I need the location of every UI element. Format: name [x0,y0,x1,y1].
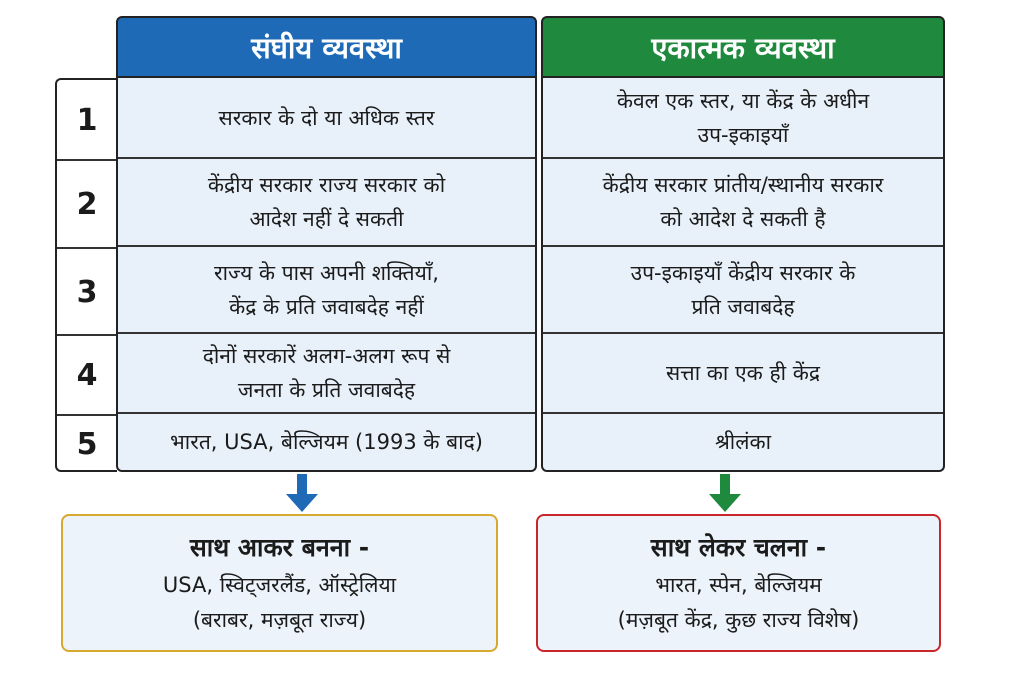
federal-cell-2 [118,159,535,245]
holding-together-note: (मज़बूत केंद्र, कुछ राज्य विशेष) [617,608,860,632]
row-number-1: 1 [76,102,98,138]
federal-cell-4 [118,334,535,412]
unitary-cell-5 [543,414,943,470]
unitary-header-title: एकात्मक व्यवस्था [651,30,835,65]
federal-cell-1 [118,78,535,158]
row-number-column [55,78,117,472]
row-number-3: 3 [76,274,98,310]
cell-line: राज्य के पास अपनी शक्तियाँ, [214,261,439,285]
cell-line: श्रीलंका [714,430,772,454]
cell-line: केंद्रीय सरकार प्रांतीय/स्थानीय सरकार [602,173,884,197]
cell-line: भारत, USA, बेल्जियम (1993 के बाद) [170,430,483,454]
unitary-cell-2 [543,159,943,245]
cell-line: दोनों सरकारें अलग-अलग रूप से [202,344,451,368]
cell-line: केंद्रीय सरकार राज्य सरकार को [207,173,446,197]
coming-together-title: साथ आकर बनना - [189,533,370,562]
federal-cell-5 [118,414,535,470]
cell-line: जनता के प्रति जवाबदेह [237,378,416,402]
row-number-4: 4 [76,357,98,393]
cell-line: उप-इकाइयाँ केंद्रीय सरकार के [630,261,856,285]
cell-line: केवल एक स्तर, या केंद्र के अधीन [616,89,870,113]
row-number-5: 5 [76,426,98,462]
coming-together-note: (बराबर, मज़बूत राज्य) [192,608,367,632]
cell-line: को आदेश दे सकती है [660,207,826,231]
unitary-header [541,16,945,78]
federal-header [116,16,537,78]
federal-header-title: संघीय व्यवस्था [251,30,402,65]
coming-together-examples: USA, स्विट्जरलैंड, ऑस्ट्रेलिया [162,573,397,597]
unitary-column [541,78,945,472]
federal-cell-3 [118,247,535,333]
arrow-down-icon [705,474,745,514]
arrow-down-icon [282,474,322,514]
unitary-cell-1 [543,78,943,158]
row-number-2: 2 [76,186,98,222]
cell-line: आदेश नहीं दे सकती [249,207,404,231]
holding-together-box [536,514,941,652]
cell-line: उप-इकाइयाँ [697,123,789,147]
unitary-cell-3 [543,247,943,333]
holding-together-examples: भारत, स्पेन, बेल्जियम [655,573,822,597]
federal-column [116,78,537,472]
cell-line: प्रति जवाबदेह [691,295,795,319]
cell-line: सत्ता का एक ही केंद्र [665,361,821,385]
cell-line: सरकार के दो या अधिक स्तर [218,106,435,130]
coming-together-box [61,514,498,652]
holding-together-title: साथ लेकर चलना - [650,533,827,562]
cell-line: केंद्र के प्रति जवाबदेह नहीं [229,295,424,319]
unitary-cell-4 [543,334,943,412]
